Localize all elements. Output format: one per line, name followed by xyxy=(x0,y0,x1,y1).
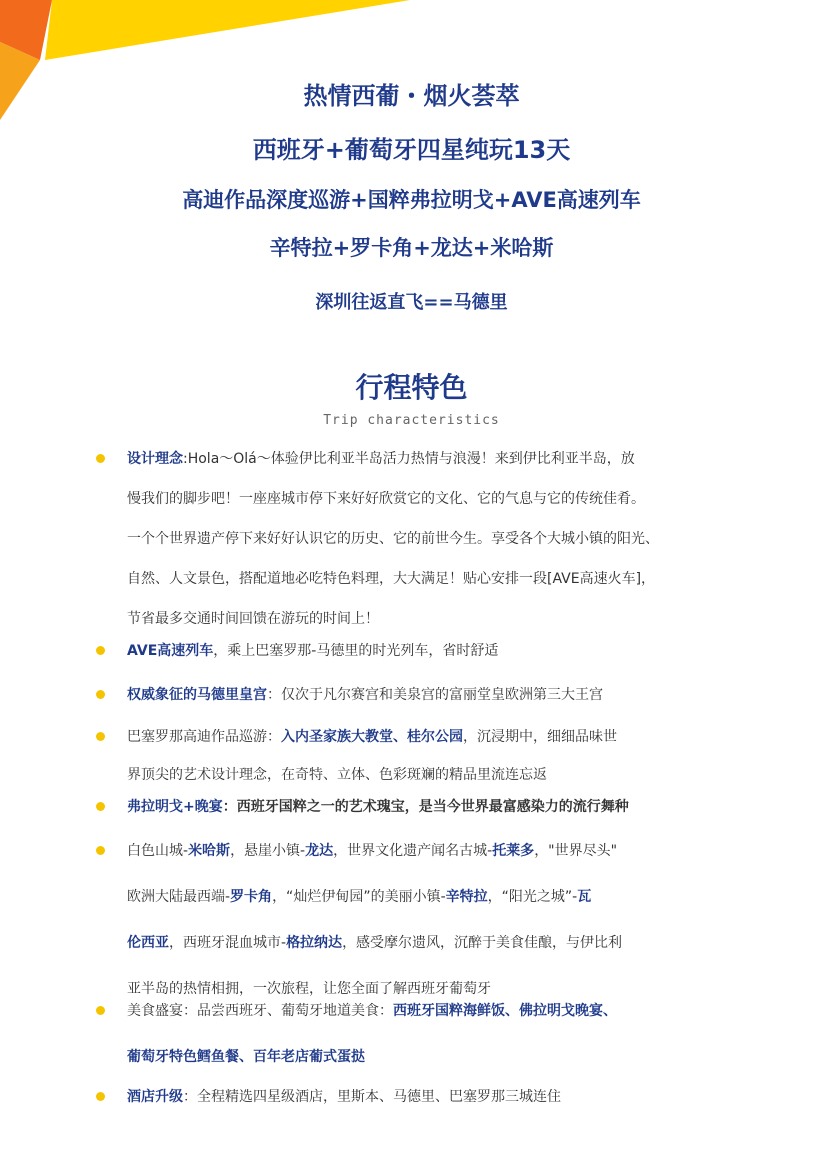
body-text: ，西班牙混血城市- xyxy=(169,935,287,951)
body-text: :Hola～Olá～体验伊比利亚半岛活力热情与浪漫！来到伊比利亚半岛，放 xyxy=(183,451,635,467)
highlight-text: AVE高速列车 xyxy=(127,643,214,659)
body-text: ：仅次于凡尔赛宫和美泉宫的富丽堂皇欧洲第三大王宫 xyxy=(267,687,603,703)
title-line-1: 热情西葡・烟火荟萃 xyxy=(303,82,520,110)
body-text: 自然、人文景色，搭配道地必吃特色料理，大大满足！贴心安排一段[AVE高速火车]， xyxy=(127,571,656,587)
feature-line xyxy=(127,978,491,998)
feature-line xyxy=(127,568,655,588)
feature-line xyxy=(127,796,629,816)
body-text: ，“灿烂伊甸园”的美丽小镇- xyxy=(272,889,446,905)
body-text: ，乘上巴塞罗那-马德里的时光列车，省时舒适 xyxy=(213,643,499,659)
title-line-4: 辛特拉+罗卡角+龙达+米哈斯 xyxy=(269,236,554,260)
bullet-dot-icon xyxy=(96,846,105,855)
body-text: 一个个世界遗产停下来好好认识它的历史、它的前世今生。享受各个大城小镇的阳光、 xyxy=(127,531,659,547)
highlight-text: 龙达 xyxy=(305,843,334,859)
feature-line xyxy=(127,640,498,660)
feature-line xyxy=(127,1000,617,1020)
body-text: ，沉浸期中，细细品味世 xyxy=(463,729,617,745)
highlight-text: 辛特拉 xyxy=(445,889,488,905)
highlight-text: 米哈斯 xyxy=(188,843,231,859)
feature-line xyxy=(127,840,617,860)
corner-decoration xyxy=(0,0,440,140)
highlight-text: 弗拉明戈+晚宴 xyxy=(127,799,223,815)
feature-line xyxy=(127,932,622,952)
body-text: 美食盛宴：品尝西班牙、葡萄牙地道美食： xyxy=(127,1003,393,1019)
feature-line xyxy=(127,1046,365,1066)
body-text: 白色山城- xyxy=(127,843,189,859)
feature-line xyxy=(127,608,379,628)
feature-line xyxy=(127,684,603,704)
feature-line xyxy=(127,448,635,468)
feature-line xyxy=(127,886,591,906)
highlight-text: 格拉纳达 xyxy=(286,935,343,951)
highlight-text: 西班牙国粹海鲜饭、佛拉明戈晚宴、 xyxy=(393,1003,617,1019)
bullet-dot-icon xyxy=(96,690,105,699)
bullet-dot-icon xyxy=(96,1092,105,1101)
highlight-text: 托莱多 xyxy=(492,843,535,859)
highlight-text: 权威象征的马德里皇宫 xyxy=(127,687,267,703)
body-text: 亚半岛的热情相拥，一次旅程，让您全面了解西班牙葡萄牙 xyxy=(127,981,491,997)
title-line-2: 西班牙+葡萄牙四星纯玩13天 xyxy=(252,136,571,164)
bullet-dot-icon xyxy=(96,802,105,811)
body-text: 节省最多交通时间回馈在游玩的时间上！ xyxy=(127,611,379,627)
body-text: 界顶尖的艺术设计理念，在奇特、立体、色彩斑斓的精品里流连忘返 xyxy=(127,767,547,783)
highlight-text: 入内圣家族大教堂、桂尔公园 xyxy=(281,729,463,745)
body-text: ：西班牙国粹之一的艺术瑰宝，是当今世界最富感染力的流行舞种 xyxy=(222,799,629,815)
bullet-dot-icon xyxy=(96,646,105,655)
body-text: 巴塞罗那高迪作品巡游： xyxy=(127,729,281,745)
feature-line xyxy=(127,1086,561,1106)
feature-line xyxy=(127,528,659,548)
body-text: ，世界文化遗产闻名古城- xyxy=(333,843,493,859)
highlight-text: 酒店升级 xyxy=(127,1089,183,1105)
highlight-text: 伦西亚 xyxy=(127,935,169,951)
title-line-3: 高迪作品深度巡游+国粹弗拉明戈+AVE高速列车 xyxy=(182,188,641,212)
body-text: 慢我们的脚步吧！一座座城市停下来好好欣赏它的文化、它的气息与它的传统佳肴。 xyxy=(127,491,645,507)
feature-line xyxy=(127,726,617,746)
body-text: ：全程精选四星级酒店，里斯本、马德里、巴塞罗那三城连住 xyxy=(183,1089,561,1105)
body-text: ，“阳光之城”- xyxy=(487,889,578,905)
title-line-5: 深圳往返直飞==马德里 xyxy=(315,292,508,313)
body-text: ，悬崖小镇- xyxy=(230,843,306,859)
highlight-text: 瓦 xyxy=(577,889,592,905)
section-title: 行程特色 xyxy=(355,371,468,404)
section-subtitle: Trip characteristics xyxy=(323,413,500,428)
body-text: 欧洲大陆最西端- xyxy=(127,889,231,905)
bullet-dot-icon xyxy=(96,454,105,463)
corner-yellow-shape xyxy=(45,0,410,60)
body-text: ，感受摩尔遗风，沉醉于美食佳酿，与伊比利 xyxy=(342,935,623,951)
feature-line xyxy=(127,764,547,784)
highlight-text: 葡萄牙特色鳕鱼餐、百年老店葡式蛋挞 xyxy=(127,1049,365,1065)
feature-line xyxy=(127,488,645,508)
bullet-dot-icon xyxy=(96,732,105,741)
body-text: ，"世界尽头" xyxy=(534,843,618,859)
highlight-text: 罗卡角 xyxy=(230,889,273,905)
bullet-dot-icon xyxy=(96,1006,105,1015)
highlight-text: 设计理念 xyxy=(127,451,183,467)
